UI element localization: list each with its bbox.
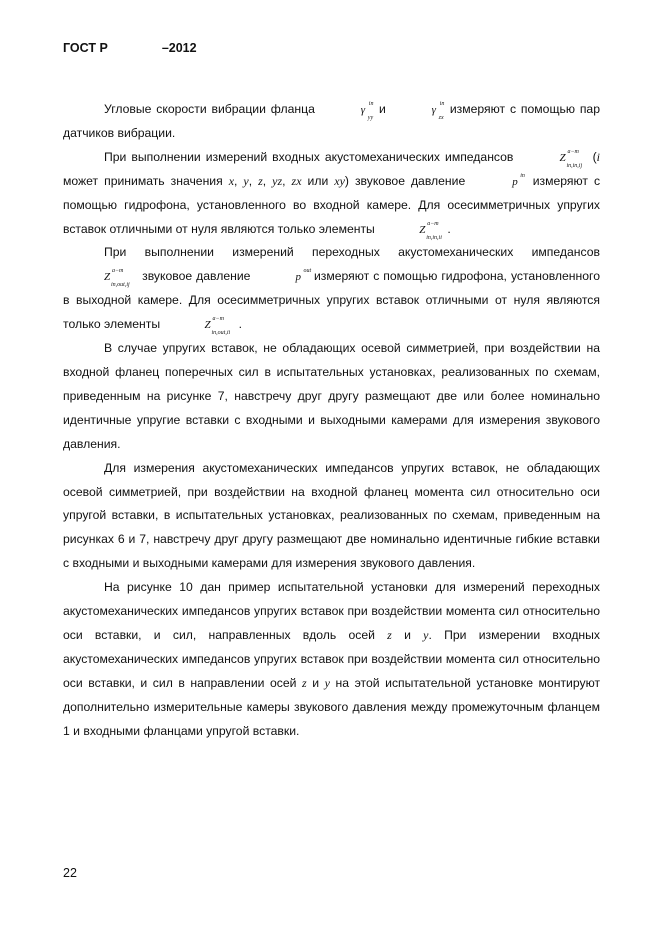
p-in-symbol: p in — [512, 172, 525, 188]
math-zx: zx — [291, 173, 302, 188]
paragraph-non-symmetric-forces: В случае упругих вставок, не обладающих осевой симметрией, при воздействии на входной фланец поперечных сил в испытательных установках, реализованных по схемам, приведенным на рисунке 7, навстречу друг другу размещают две или более номинально идентичные упругие вставки с входными и выходными камерами для измерения звукового давления. — [63, 341, 600, 451]
math-z: z — [258, 173, 263, 188]
math-y: y — [423, 627, 429, 642]
text: измеряют с помощью гидрофона, установленного в выходной камере. Для осесимметричных упругих вставок отличными от нуля являются только элементы — [63, 269, 601, 332]
text: и — [312, 675, 320, 690]
text: ( — [592, 149, 597, 164]
z-in-in-ii-symbol: Z a−m in,in,ii — [419, 220, 442, 241]
gamma-yy-symbol: γ in yy — [360, 101, 374, 121]
math-xy: xy — [334, 173, 345, 188]
text: При выполнении измерений переходных акустомеханических импедансов — [104, 245, 600, 260]
text: на этой испытательной установке монтируют дополнительно измерительные камеры звукового давления между промежуточным фланцем 1 и входными фланцами упругой вставки. — [63, 675, 601, 738]
text: При выполнении измерений входных акустомеханических импедансов — [104, 149, 514, 164]
math-z: z — [302, 675, 307, 690]
text: ) звуковое давление — [344, 173, 466, 188]
document-body — [63, 98, 600, 743]
math-yz: yz — [272, 173, 283, 188]
paragraph-transfer-impedance — [63, 241, 600, 337]
z-in-out-ii-symbol: Z a−m in,out,ii — [204, 316, 231, 337]
paragraph-angular-velocity — [63, 98, 600, 146]
math-y: y — [243, 173, 249, 188]
gamma-zx-symbol: γ in zx — [431, 101, 445, 121]
math-z: z — [387, 627, 392, 642]
text: . — [447, 221, 451, 236]
text: , — [234, 173, 238, 188]
header-year: –2012 — [161, 41, 197, 55]
p-out-symbol: p out — [295, 268, 312, 284]
text: , — [248, 173, 253, 188]
paragraph-input-impedance — [63, 146, 600, 242]
text: , — [282, 173, 286, 188]
text: или — [307, 173, 329, 188]
text: измеряют с помощью гидрофона, установленного во входной камере. Для осесимметричных упругих вставок отличными от нуля являются только элементы — [63, 173, 601, 236]
text: Угловые скорости вибрации фланца — [104, 102, 315, 116]
page-number: 22 — [63, 866, 77, 880]
text: звуковое давление — [142, 269, 251, 284]
text: , — [262, 173, 267, 188]
z-in-in-ij-symbol: Z a−m in,in,ij — [559, 148, 583, 169]
math-x: x — [228, 173, 235, 188]
header-title: ГОСТ Р — [63, 41, 108, 55]
text: . При измерении входных акустомеханических импедансов упругих вставок при воздействии момента сил относительно оси вставки, и сил в направлении осей — [63, 627, 601, 690]
math-i: i — [596, 149, 601, 164]
paragraph-figure-10 — [63, 576, 600, 743]
text: и — [378, 102, 386, 116]
text: На рисунке 10 дан пример испытательной установки для измерений переходных акустомеханических импедансов упругих вставок при воздействии момента сил относительно оси вставки, и сил, направленных вдоль осей — [63, 580, 600, 642]
text: измеряют с помощью пар датчиков вибрации. — [63, 102, 600, 140]
text: и — [404, 627, 411, 642]
text: . — [238, 317, 243, 332]
math-y: y — [324, 675, 330, 690]
document-header — [63, 41, 197, 55]
z-in-out-ij-symbol: Z a−m in,out,ij — [104, 268, 130, 289]
text: может принимать значения — [63, 173, 223, 188]
paragraph-non-symmetric-moment: Для измерения акустомеханических импедансов упругих вставок, не обладающих осевой симметрией, при воздействии на входной фланец момента сил относительно оси упругой вставки, в испытательных установках, реализованных по схемам, приведенным на рисунках 6 и 7, навстречу друг другу размещают две номинально идентичные гибкие вставки с входными и выходными камерами для измерения звукового давления. — [63, 460, 600, 571]
